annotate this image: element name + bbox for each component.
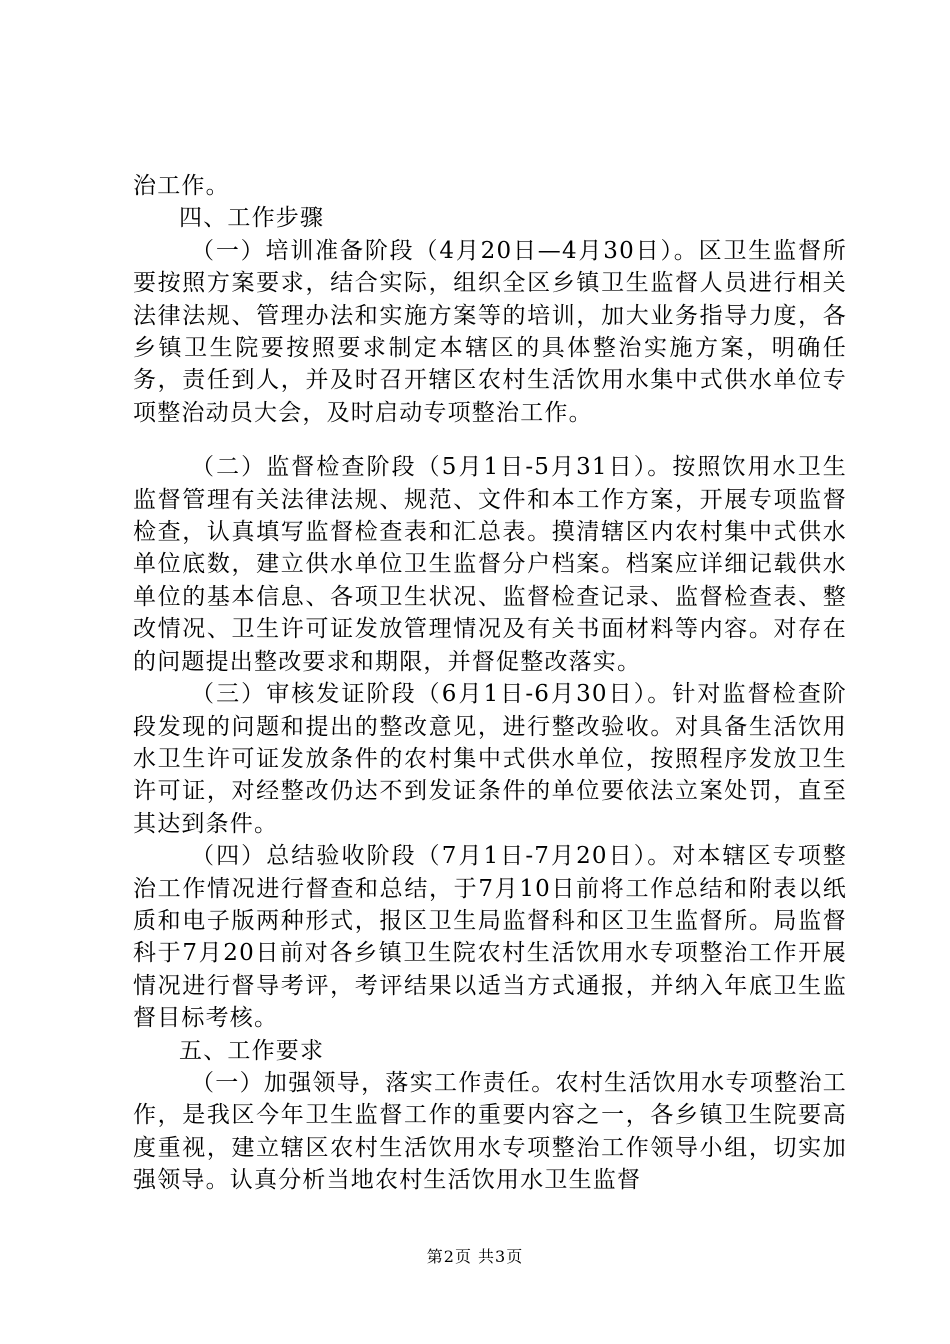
page-number-footer: 第2页 共3页 bbox=[426, 1247, 524, 1266]
document-body bbox=[133, 170, 847, 1197]
paragraph-training-stage: （一）培训准备阶段（4月20日—4月30日）。区卫生监督所要按照方案要求，结合实际，组织全区乡镇卫生监督人员进行相关法律法规、管理办法和实施方案等的培训，加大业务指导力度，各乡镇卫生院要按照要求制定本辖区的具体整治实施方案，明确任务，责任到人，并及时召开辖区农村生活饮用水集中式供水单位专项整治动员大会，及时启动专项整治工作。 bbox=[133, 237, 847, 426]
paragraph-leadership: （一）加强领导，落实工作责任。农村生活饮用水专项整治工作，是我区今年卫生监督工作的重要内容之一，各乡镇卫生院要高度重视，建立辖区农村生活饮用水专项整治工作领导小组，切实加强领导。认真分析当地农村生活饮用水卫生监督 bbox=[133, 1069, 847, 1194]
section-heading-work-steps: 四、工作步骤 bbox=[179, 205, 325, 232]
paragraph-continuation: 治工作。 bbox=[133, 173, 230, 199]
section-heading-work-requirements: 五、工作要求 bbox=[179, 1037, 325, 1064]
paragraph-certification-stage: （三）审核发证阶段（6月1日-6月30日）。针对监督检查阶段发现的问题和提出的整改意见，进行整改验收。对具备生活饮用水卫生许可证发放条件的农村集中式供水单位，按照程序发放卫生许可证，对经整改仍达不到发证条件的单位要依法立案处罚，直至其达到条件。 bbox=[133, 681, 847, 837]
paragraph-inspection-stage: （二）监督检查阶段（5月1日-5月31日）。按照饮用水卫生监督管理有关法律法规、规范、文件和本工作方案，开展专项监督检查，认真填写监督检查表和汇总表。摸清辖区内农村集中式供水单位底数，建立供水单位卫生监督分户档案。档案应详细记载供水单位的基本信息、各项卫生状况、监督检查记录、监督检查表、整改情况、卫生许可证发放管理情况及有关书面材料等内容。对存在的问题提出整改要求和期限，并督促整改落实。 bbox=[133, 454, 847, 675]
paragraph-summary-stage: （四）总结验收阶段（7月1日-7月20日）。对本辖区专项整治工作情况进行督查和总结，于7月10日前将工作总结和附表以纸质和电子版两种形式，报区卫生局监督科和区卫生监督所。局监督科于7月20日前对各乡镇卫生院农村生活饮用水专项整治工作开展情况进行督导考评，考评结果以适当方式通报，并纳入年底卫生监督目标考核。 bbox=[133, 843, 847, 1032]
